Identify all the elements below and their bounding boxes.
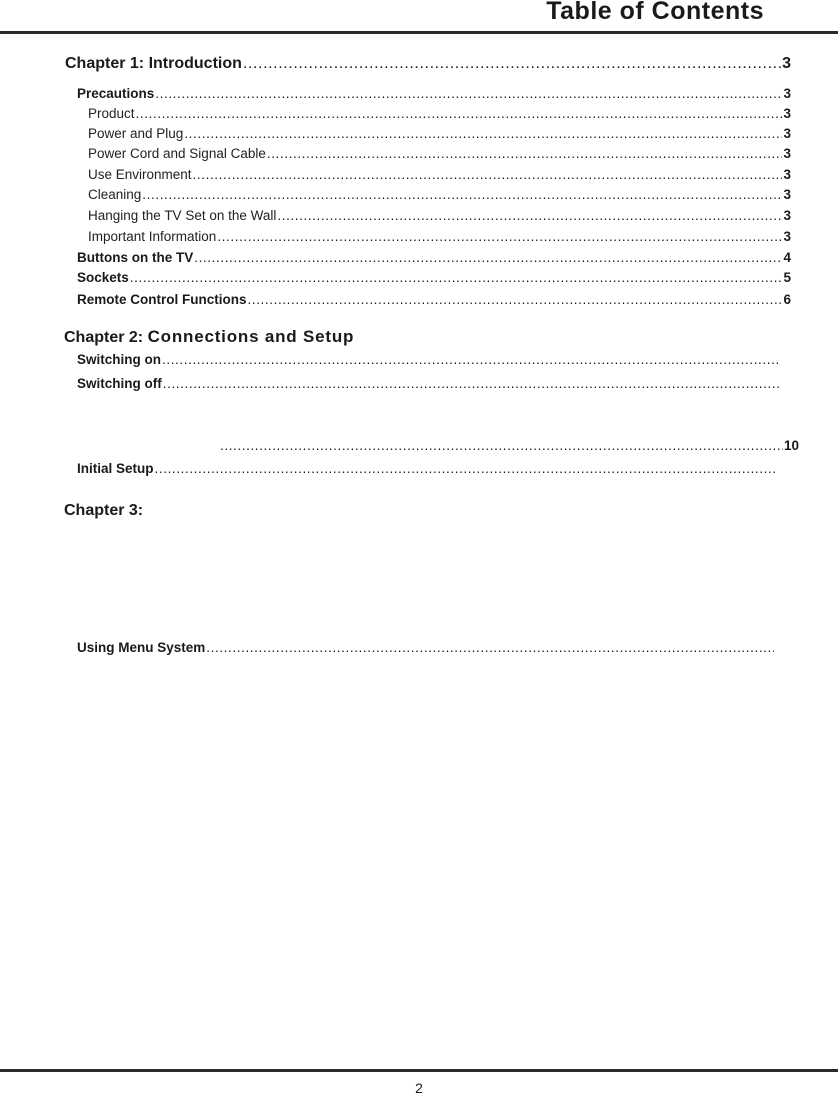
leader-dots: [248, 292, 783, 307]
toc-chapter2-title: Connections and Setup: [147, 327, 355, 346]
leader-dots: [267, 146, 783, 161]
toc-page-number: 6: [783, 292, 791, 307]
page-title: Table of Contents: [546, 0, 764, 25]
leader-dots: [184, 126, 782, 141]
top-rule: [0, 31, 838, 34]
toc-chapter3-prefix: Chapter 3:: [64, 502, 144, 519]
leader-dots: [243, 55, 781, 73]
toc-entry-label: Buttons on the TV: [77, 250, 194, 265]
toc-entry-power-and-plug[interactable]: [88, 126, 791, 141]
toc-entry-label: Switching off: [77, 376, 162, 391]
toc-entry-label: Power Cord and Signal Cable: [88, 146, 266, 161]
toc-entry-cleaning[interactable]: [88, 187, 791, 202]
toc-entry-buttons[interactable]: [77, 250, 791, 265]
toc-page-number: 3: [783, 106, 791, 121]
toc-entry-use-environment[interactable]: [88, 167, 791, 182]
leader-dots: [193, 167, 783, 182]
toc-entry-switching-off[interactable]: [77, 376, 781, 391]
toc-page-number: 3: [783, 167, 791, 182]
toc-entry-power-cord[interactable]: [88, 146, 791, 161]
toc-chapter2[interactable]: [64, 327, 354, 347]
page-number: 2: [415, 1080, 423, 1096]
toc-entry-label: Switching on: [77, 352, 161, 367]
toc-entry-label: Hanging the TV Set on the Wall: [88, 208, 277, 223]
toc-entry-using-menu-system[interactable]: [77, 640, 774, 655]
toc-chapter2-prefix: Chapter 2:: [64, 329, 144, 346]
toc-entry-label: Use Environment: [88, 167, 192, 182]
toc-entry-precautions[interactable]: [77, 86, 791, 101]
toc-entry-label: Precautions: [77, 86, 155, 101]
toc-entry-label: Product: [88, 106, 135, 121]
leader-dots: [220, 438, 783, 453]
leader-dots: [155, 461, 777, 476]
toc-page-number: 3: [783, 126, 791, 141]
leader-dots: [162, 352, 781, 367]
toc-entry-sockets[interactable]: [77, 270, 791, 285]
toc-page-number: 3: [783, 187, 791, 202]
toc-chapter3[interactable]: [64, 502, 143, 520]
leader-dots: [136, 106, 783, 121]
toc-entry-label: Remote Control Functions: [77, 292, 247, 307]
toc-page-number: 3: [783, 229, 791, 244]
leader-dots: [130, 270, 783, 285]
toc-chapter1[interactable]: [65, 55, 791, 73]
bottom-rule: [0, 1069, 838, 1072]
toc-entry-label: Power and Plug: [88, 126, 184, 141]
toc-entry-product[interactable]: [88, 106, 791, 121]
toc-entry-initial-setup[interactable]: [77, 461, 777, 476]
leader-dots: [206, 640, 774, 655]
leader-dots: [194, 250, 782, 265]
leader-dots: [155, 86, 782, 101]
toc-page-number: 5: [783, 270, 791, 285]
leader-dots: [217, 229, 782, 244]
toc-entry-label: Cleaning: [88, 187, 142, 202]
toc-page-number: 3: [783, 86, 791, 101]
leader-dots: [277, 208, 782, 223]
leader-dots: [142, 187, 782, 202]
toc-entry-label: Initial Setup: [77, 461, 154, 476]
toc-page-number: 10: [783, 438, 799, 453]
toc-entry-switching-on[interactable]: [77, 352, 781, 367]
toc-entry-label: Using Menu System: [77, 640, 206, 655]
toc-entry-hanging[interactable]: [88, 208, 791, 223]
toc-entry-important-information[interactable]: [88, 229, 791, 244]
toc-page-number: 3: [782, 55, 791, 72]
toc-entry-untitled[interactable]: [219, 438, 799, 453]
leader-dots: [163, 376, 781, 391]
toc-chapter1-title: Chapter 1: Introduction: [65, 55, 242, 72]
toc-page-number: 4: [783, 250, 791, 265]
toc-page-number: 3: [783, 208, 791, 223]
toc-entry-remote-control[interactable]: [77, 292, 791, 307]
toc-page-number: 3: [783, 146, 791, 161]
toc-entry-label: Important Information: [88, 229, 217, 244]
toc-entry-label: Sockets: [77, 270, 129, 285]
